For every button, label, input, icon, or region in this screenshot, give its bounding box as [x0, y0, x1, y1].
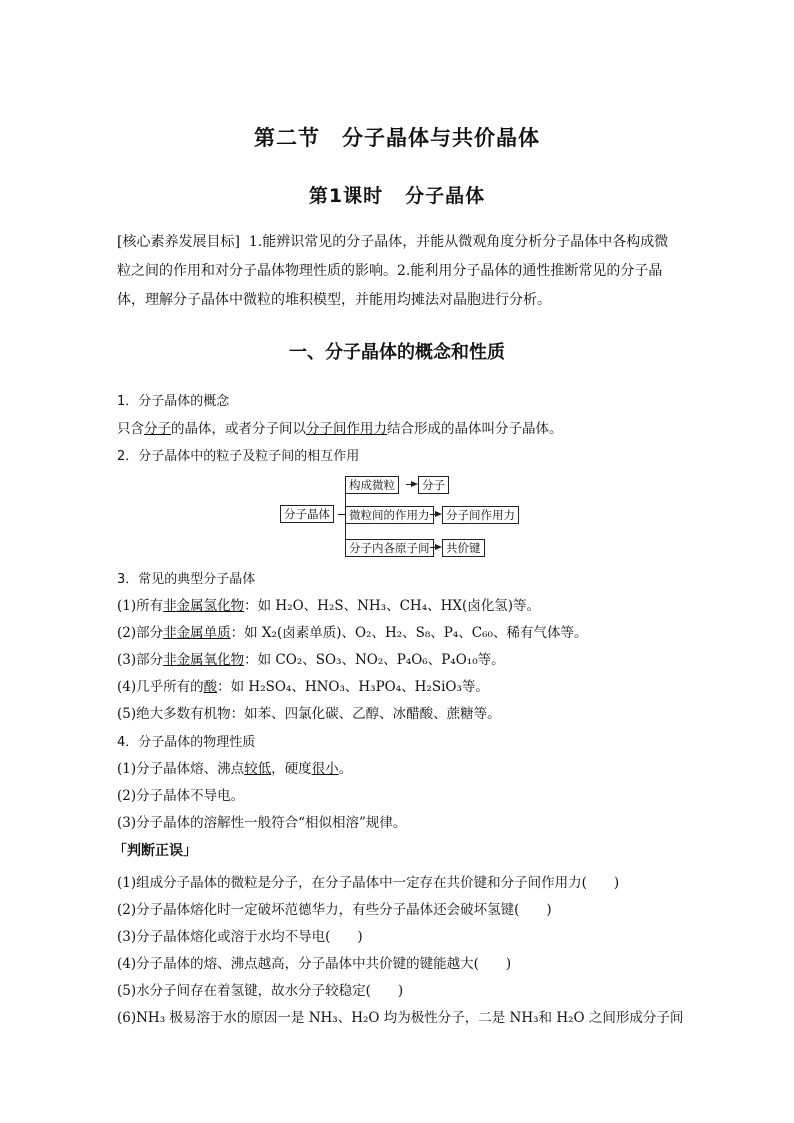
judge-item: (3)分子晶体熔化或溶于水均不导电( ) — [117, 929, 363, 945]
s1-paragraph: 只含分子的晶体，或者分子间以分子间作用力结合形成的晶体叫分子晶体。 — [117, 421, 563, 437]
judge-label: 「判断正误」 — [113, 843, 197, 859]
core-goals — [117, 228, 679, 315]
s2-heading: 2．分子晶体中的粒子及粒子间的相互作用 — [117, 449, 360, 464]
s1-heading: 1．分子晶体的概念 — [117, 394, 230, 409]
diagram-node-covalent: 共价键 — [442, 539, 485, 557]
diagram-node-molecule: 分子 — [418, 476, 449, 494]
s4-item: (3)分子晶体的溶解性一般符合“相似相溶”规律。 — [117, 815, 407, 831]
judge-item: (1)组成分子晶体的微粒是分子，在分子晶体中一定存在共价键和分子间作用力( ) — [117, 875, 620, 891]
lesson-title — [0, 181, 794, 208]
section-title — [0, 122, 794, 152]
part1-title: 一、分子晶体的概念和性质 — [289, 342, 505, 363]
judge-item: (2)分子晶体熔化时一定破坏范德华力，有些分子晶体还会破坏氢键( ) — [117, 902, 552, 918]
diagram-node-force: 微粒间的作用力 — [345, 506, 434, 524]
s3-heading: 3．常见的典型分子晶体 — [117, 572, 256, 587]
section-number: 第二节 — [254, 126, 320, 150]
lesson-number: 第1课时 — [308, 185, 384, 207]
s4-heading: 4．分子晶体的物理性质 — [117, 735, 256, 750]
s4-item: (1)分子晶体熔、沸点较低，硬度很小。 — [117, 761, 353, 777]
blank-answer: 分子间作用力 — [306, 421, 387, 437]
lesson-name: 分子晶体 — [405, 185, 486, 207]
judge-item: (6)NH₃ 极易溶于水的原因一是 NH₃、H₂O 均为极性分子，二是 NH₃和 H₂O 之间形成分子间 — [117, 1010, 684, 1026]
diagram-root-box: 分子晶体 — [280, 505, 334, 523]
diagram-node-intra: 分子内各原子间 — [345, 539, 434, 557]
s3-item: (5)绝大多数有机物：如苯、四氯化碳、乙醇、冰醋酸、蔗糖等。 — [117, 706, 501, 722]
section-name: 分子晶体与共价晶体 — [342, 126, 540, 150]
judge-item: (4)分子晶体的熔、沸点越高，分子晶体中共价键的键能越大( ) — [117, 956, 512, 972]
s4-item: (2)分子晶体不导电。 — [117, 788, 245, 804]
s3-item: (2)部分非金属单质：如 X₂(卤素单质)、O₂、H₂、S₈、P₄、C₆₀、稀有气体等。 — [117, 625, 588, 641]
diagram-node-intermolecular: 分子间作用力 — [442, 506, 519, 524]
diagram-node-particle: 构成微粒 — [345, 476, 399, 494]
judge-item: (5)水分子间存在着氢键，故水分子较稳定( ) — [117, 983, 404, 999]
s3-item: (4)几乎所有的酸：如 H₂SO₄、HNO₃、H₃PO₄、H₂SiO₃等。 — [117, 679, 489, 695]
core-goals-text: 1.能辨识常见的分子晶体，并能从微观角度分析分子晶体中各构成微粒之间的作用和对分子晶体物理性质的影响。2.能利用分子晶体的通性推断常见的分子晶体，理解分子晶体中微粒的堆积模型，并能用均摊法对晶胞进行分析。 — [117, 234, 669, 308]
blank-answer: 分子 — [144, 421, 171, 437]
core-goals-tag: [核心素养发展目标] — [117, 234, 240, 250]
s3-item: (3)部分非金属氧化物：如 CO₂、SO₃、NO₂、P₄O₆、P₄O₁₀等。 — [117, 652, 505, 668]
s3-item: (1)所有非金属氢化物：如 H₂O、H₂S、NH₃、CH₄、HX(卤化氢)等。 — [117, 598, 541, 614]
